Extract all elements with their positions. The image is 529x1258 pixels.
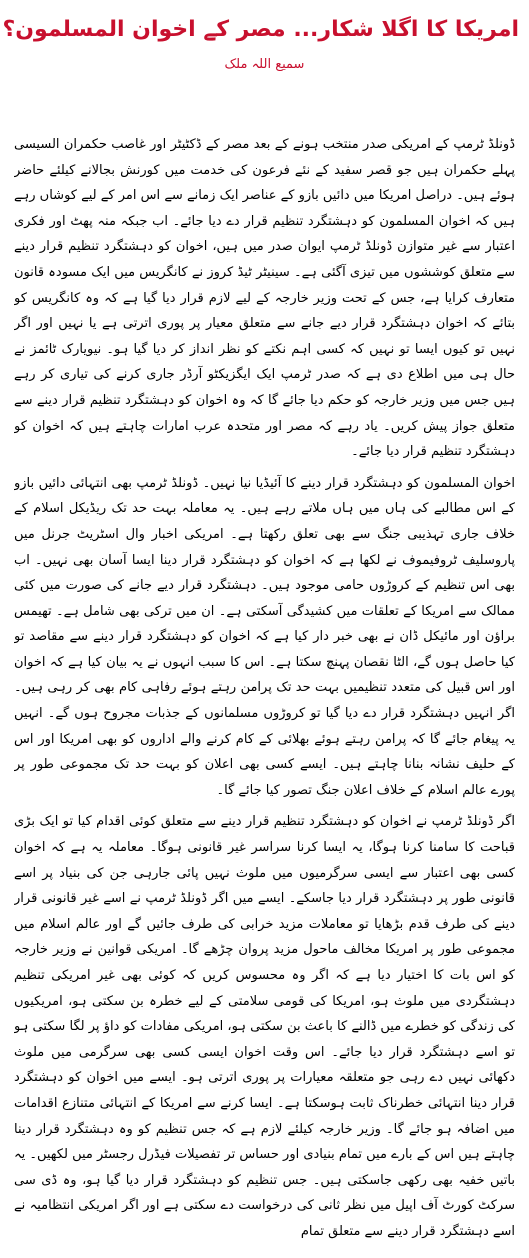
article-paragraph: اگر ڈونلڈ ٹرمپ نے اخوان کو دہشتگرد تنظیم قرار دینے سے متعلق کوئی اقدام کیا تو ایک بڑی قباحت کا سامنا کرنا ہوگا، یہ ایسا کرنا سراسر غیر قانونی ہوگا۔ معاملہ یہ ہے کہ اخوان کسی بھی اعتبار سے ایسی سرگرمیوں میں ملوث نہیں پائی جارہی جن کی بنیاد پر اسے قانونی طور پر دہشتگرد قرار دیا جاسکے۔ ایسے میں اگر ڈونلڈ ٹرمپ نے اسے غیر قانونی قرار دینے کی طرف قدم بڑھایا تو معاملات مزید خرابی کی طرف جائیں گے اور عالم اسلام میں مجموعی طور پر امریکا مخالف ماحول مزید پروان چڑھے گا۔ امریکی قوانین نے وزیر خارجہ کو اس بات کا اختیار دیا ہے کہ اگر وہ محسوس کریں کہ کوئی بھی غیر امریکی تنظیم دہشتگردی میں ملوث ہو، امریکا کی قومی سلامتی کے لیے خطرہ بن سکتی ہو، امریکیوں کی زندگی کو خطرے میں ڈالنے کا باعث بن سکتی ہو، امریکی مفادات کو داؤ پر لگا سکتی ہو تو اسے دہشتگرد قرار دیا جائے۔ اس وقت اخوان ایسی کسی بھی سرگرمی میں ملوث دکھائی نہیں دے رہی جو متعلقہ معیارات پر پوری اترتی ہو۔ ایسے میں اخوان کو دہشتگرد قرار دینا انتہائی خطرناک ثابت ہوسکتا ہے۔ ایسا کرنے سے امریکا کے انتہائی متنازع اقدامات میں اضافہ ہو جائے گا۔ وزیر خارجہ کیلئے لازم ہے کہ جس تنظیم کو وہ دہشتگرد قرار دینا چاہتے ہیں اس کے بارے میں تمام بنیادی اور حساس تر تفصیلات فیڈرل رجسٹر میں لکھیں۔ یہ باتیں خفیہ بھی رکھی جاسکتی ہیں۔ جس تنظیم کو دہشتگرد قرار دیا گیا ہو، وہ ڈی سی سرکٹ کورٹ آف اپیل میں نظر ثانی کی درخواست دے سکتی ہے اور اگر امریکی انتظامیہ نے اسے دہشتگرد قرار دینے سے متعلق تمام: [14, 814, 515, 1239]
article-headline: امریکا کا اگلا شکار... مصر کے اخوان المسلمون؟: [2, 17, 519, 42]
author-byline: سمیع اللہ ملک: [224, 57, 305, 72]
article-paragraph: اخوان المسلمون کو دہشتگرد قرار دینے کا آئیڈیا نیا نہیں۔ ڈونلڈ ٹرمپ بھی انتہائی دائیں بازو کے اس مطالبے کی ہاں میں ہاں ملاتے رہے ہیں۔ یہ معاملہ بہت حد تک ریڈیکل اسلام کے خلاف جاری تہذیبی جنگ سے بھی تعلق رکھتا ہے۔ امریکی اخبار وال اسٹریٹ جرنل میں پاروسلیف ٹروفیموف نے لکھا ہے کہ اخوان کو دہشتگرد قرار دینا ایسا آسان بھی نہیں۔ اب بھی اس تنظیم کے کروڑوں حامی موجود ہیں۔ دہشتگرد قرار دیے جانے کی صورت میں کئی ممالک سے امریکا کے تعلقات میں کشیدگی آسکتی ہے۔ ان میں ترکی بھی شامل ہے۔ تھیمس براؤن اور مائیکل ڈان نے بھی خبر دار کیا ہے کہ اخوان کو دہشتگرد قرار دینے سے مقاصد تو کیا حاصل ہوں گے، الٹا نقصان پہنچ سکتا ہے۔ اس کا سبب انہوں نے یہ بیان کیا ہے کہ اخوان اور اس قبیل کی متعدد تنظیمیں بہت حد تک پرامن رہتے ہوئے رفاہی کام بھی کر رہی ہیں۔ اگر انہیں دہشتگرد قرار دے دیا گیا تو کروڑوں مسلمانوں کے جذبات مجروح ہوں گے۔ انہیں یہ پیغام جائے گا کہ پرامن رہتے ہوئے بھلائی کے کام کرنے والے اداروں کو بھی امریکا اور اس کے حلیف نشانہ بنانا چاہتے ہیں۔ ایسے کسی بھی اعلان کو بہت حد تک مجموعی طور پر پورے عالم اسلام کے خلاف اعلان جنگ تصور کیا جائے گا۔: [14, 475, 515, 798]
article-body: [14, 132, 515, 1252]
article-paragraph: ڈونلڈ ٹرمپ کے امریکی صدر منتخب ہونے کے بعد مصر کے ڈکٹیٹر اور غاصب حکمران السیسی پہلے حکمران ہیں جو قصر سفید کے نئے فرعون کی خدمت میں کورنش بجالانے کیلئے حاضر ہوئے ہیں۔ دراصل امریکا میں دائیں بازو کے عناصر ایک زمانے سے اس امر کے لیے کوشاں رہے ہیں کہ اخوان المسلمون کو دہشتگرد تنظیم قرار دے دیا جائے۔ اب جبکہ منہ پھٹ اور فکری اعتبار سے غیر متوازن ڈونلڈ ٹرمپ ایوان صدر میں ہیں، اخوان کو دہشتگرد تنظیم قرار دینے سے متعلق کوششوں میں تیزی آگئی ہے۔ سینیٹر ٹیڈ کروز نے کانگریس میں ایک مسودہ قانون متعارف کرایا ہے، جس کے تحت وزیر خارجہ کے لیے لازم قرار دیا گیا ہے کہ وہ کانگریس کو بتائے کہ اخوان دہشتگرد قرار دیے جانے سے متعلق معیار پر پوری اترتی ہے یا نہیں اور اگر نہیں تو کیوں ایسا تو نہیں کہ کسی اہم نکتے کو نظر انداز کر دیا گیا ہو۔ نیویارک ٹائمز نے حال ہی میں اطلاع دی ہے کہ صدر ٹرمپ ایک ایگزیکٹو آرڈر جاری کرنے کی تیاری کر رہے ہیں جس میں وزیر خارجہ کو حکم دیا جائے گا کہ وہ اخوان کو دہشتگرد تنظیم قرار دینے سے متعلق جواز پیش کریں۔ یاد رہے کہ مصر اور متحدہ عرب امارات چاہتے ہیں کہ اخوان کو دہشتگرد تنظیم قرار دیا جائے۔: [14, 137, 515, 460]
